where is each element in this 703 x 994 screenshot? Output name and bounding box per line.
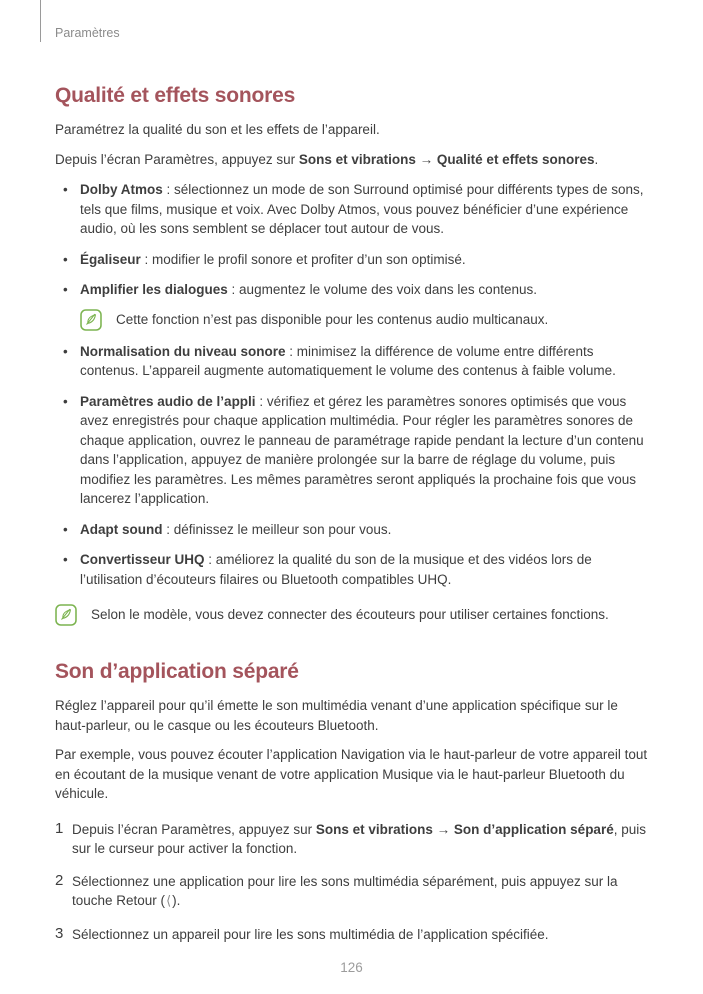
bullet-term: Adapt sound	[80, 521, 163, 537]
section-sound-quality	[55, 84, 648, 626]
bullet-term: Normalisation du niveau sonore	[80, 343, 286, 359]
menu-path-paragraph: Depuis l’écran Paramètres, appuyez sur Sons et vibrations → Qualité et effets sonores.	[55, 151, 599, 167]
intro-paragraph: Paramétrez la qualité du son et les effets de l’appareil.	[55, 122, 380, 137]
bullet-term: Dolby Atmos	[80, 182, 163, 197]
bullet-item	[55, 520, 648, 540]
step-list	[55, 820, 648, 945]
bullet-description: : améliorez la qualité du son de la musique et des vidéos lors de l’utilisation d’écouteurs filaires ou Bluetooth compatibles UHQ.	[80, 552, 592, 587]
section-title: Son d’application séparé	[55, 660, 299, 683]
step-item	[55, 872, 648, 912]
bullet-description: : définissez le meilleur son pour vous.	[162, 521, 392, 537]
step-item	[55, 925, 648, 945]
step-number: 1	[55, 819, 64, 837]
bullet-term: Amplifier les dialogues	[80, 282, 228, 297]
page-number: 126	[340, 960, 363, 975]
step-text: Depuis l’écran Paramètres, appuyez sur Sons et vibrations → Son d’application séparé, puis sur le curseur pour activer la fonction.	[72, 821, 646, 856]
running-header-chapter: Paramètres	[55, 26, 120, 40]
bullet-item	[55, 550, 648, 589]
back-icon: ⟨	[166, 894, 172, 909]
step-number: 2	[55, 871, 64, 889]
note-box	[55, 604, 648, 626]
bullet-description: : minimisez la différence de volume entre différents contenus. L’appareil augmente automatiquement le volume des contenus à faible volume.	[80, 343, 616, 378]
bullet-item	[55, 342, 648, 381]
pencil-icon	[80, 309, 102, 331]
bullet-term: Convertisseur UHQ	[80, 552, 205, 567]
note-box	[80, 309, 648, 331]
bullet-item	[55, 180, 648, 239]
bullet-description: : modifier le profil sonore et profiter d’un son optimisé.	[140, 251, 466, 267]
bullet-term: Paramètres audio de l’appli	[80, 393, 256, 409]
page-content	[55, 84, 648, 944]
bullet-description: : vérifiez et gérez les paramètres sonores optimisés que vous avez enregistrés pour chaque application multimédia. Pour régler les paramètres sonores de chaque application, ouvrez le panneau de paramétrage rapide pendant la lecture d’un contenu dans l’application, appuyez de manière prolongée sur la barre de réglage du volume, puis modifiez les paramètres. Les mêmes paramètres seront appliqués la prochaine fois que vous lancerez l’application.	[80, 393, 644, 506]
body-paragraph: Par exemple, vous pouvez écouter l’application Navigation via le haut-parleur de votre appareil tout en écoutant de la musique venant de votre application Musique via le haut-parleur Bluetooth du véhicule.	[55, 747, 648, 801]
note-text: Cette fonction n’est pas disponible pour les contenus audio multicanaux.	[116, 311, 549, 327]
note-text: Selon le modèle, vous devez connecter des écouteurs pour utiliser certaines fonctions.	[91, 607, 609, 623]
pencil-icon	[55, 604, 77, 626]
section-title: Qualité et effets sonores	[55, 84, 296, 107]
bullet-item	[55, 280, 648, 331]
bullet-item	[55, 392, 648, 509]
bullet-description: : sélectionnez un mode de son Surround optimisé pour différents types de sons, tels que films, musique et voix. Avec Dolby Atmos, vous pouvez bénéficier d’une expérience audio, où les sons semblent se déplacer tout autour de vous.	[80, 182, 644, 236]
body-paragraph: Réglez l’appareil pour qu’il émette le son multimédia venant d’une application spécifique sur le haut-parleur, ou le casque ou les écouteurs Bluetooth.	[55, 698, 618, 733]
step-text: Sélectionnez une application pour lire les sons multimédia séparément, puis appuyez sur la touche Retour (⟨).	[72, 873, 618, 909]
bullet-item	[55, 250, 648, 270]
section-separate-app-sound	[55, 660, 648, 944]
bullet-term: Égaliseur	[80, 251, 141, 267]
header-rule	[40, 0, 41, 42]
step-text: Sélectionnez un appareil pour lire les sons multimédia de l’application spécifiée.	[72, 926, 549, 942]
step-number: 3	[55, 924, 64, 942]
page-footer	[0, 959, 703, 977]
step-item	[55, 820, 648, 859]
bullet-description: : augmentez le volume des voix dans les contenus.	[227, 282, 537, 297]
feature-list	[55, 180, 648, 589]
